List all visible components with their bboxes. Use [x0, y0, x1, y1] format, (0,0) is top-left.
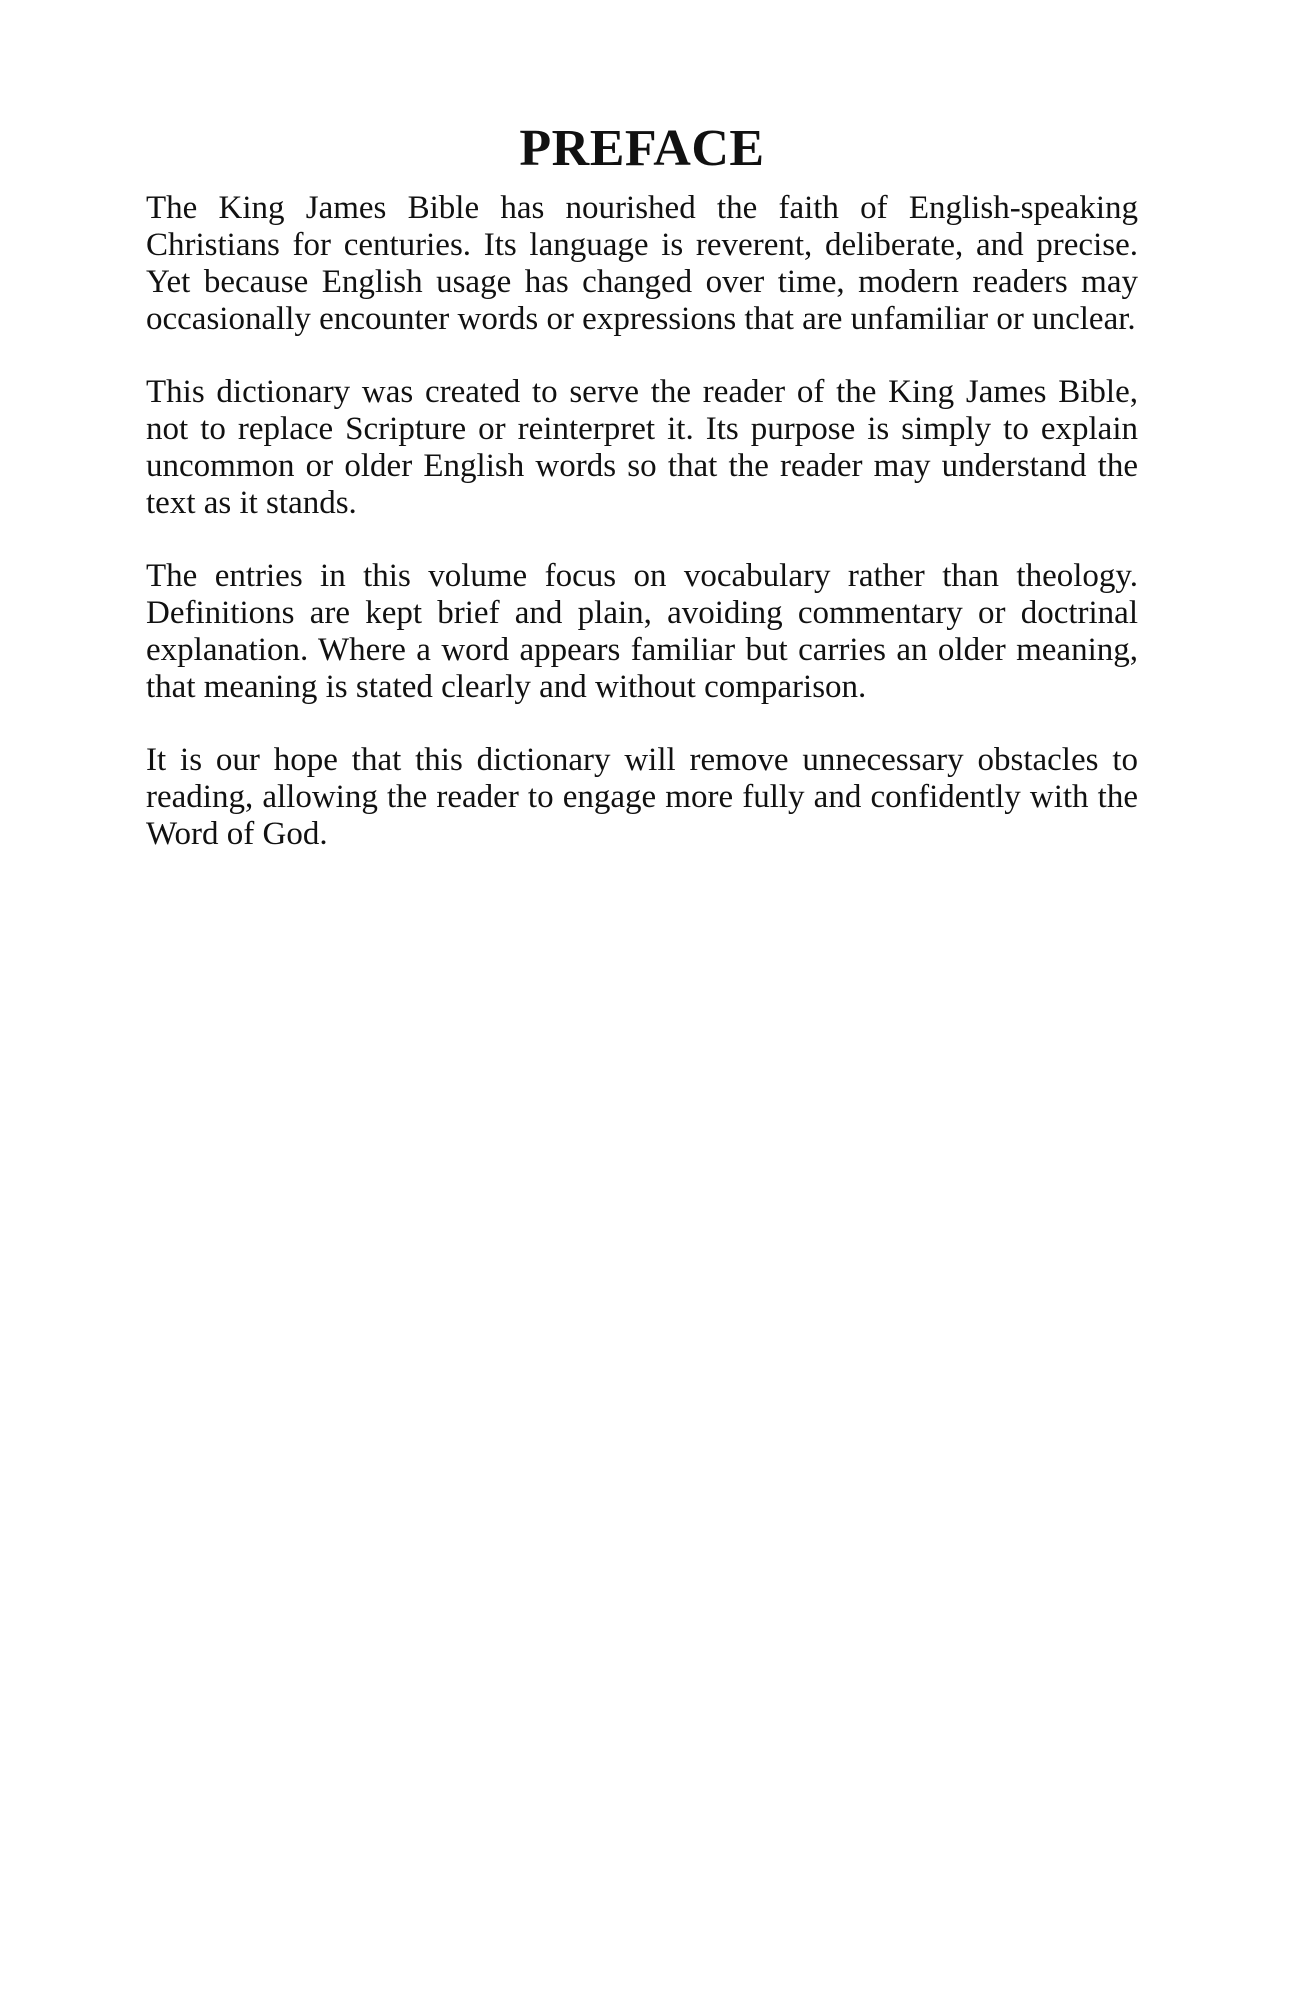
preface-paragraph-3: The entries in this volume focus on vocabulary rather than theology. Definitions are kept brief and plain, avoiding commentary or doctrinal explanation. Where a word appears familiar but carries an older meaning, that meaning is stated clearly and without comparison.: [146, 558, 1138, 705]
preface-paragraph-4: It is our hope that this dictionary will remove unnecessary obstacles to reading, allowing the reader to engage more fully and confidently with the Word of God.: [146, 742, 1138, 852]
preface-paragraph-1: The King James Bible has nourished the faith of English-speaking Christians for centuries. Its language is reverent, deliberate, and precise. Yet because English usage has changed over time, modern readers may occasionally encounter words or expressions that are unfamiliar or unclear.: [146, 190, 1138, 337]
preface-paragraph-2: This dictionary was created to serve the reader of the King James Bible, not to replace Scripture or reinterpret it. Its purpose is simply to explain uncommon or older English words so that the reader may understand the text as it stands.: [146, 374, 1138, 521]
preface-content: [146, 118, 1138, 889]
page-title: PREFACE: [519, 120, 765, 177]
